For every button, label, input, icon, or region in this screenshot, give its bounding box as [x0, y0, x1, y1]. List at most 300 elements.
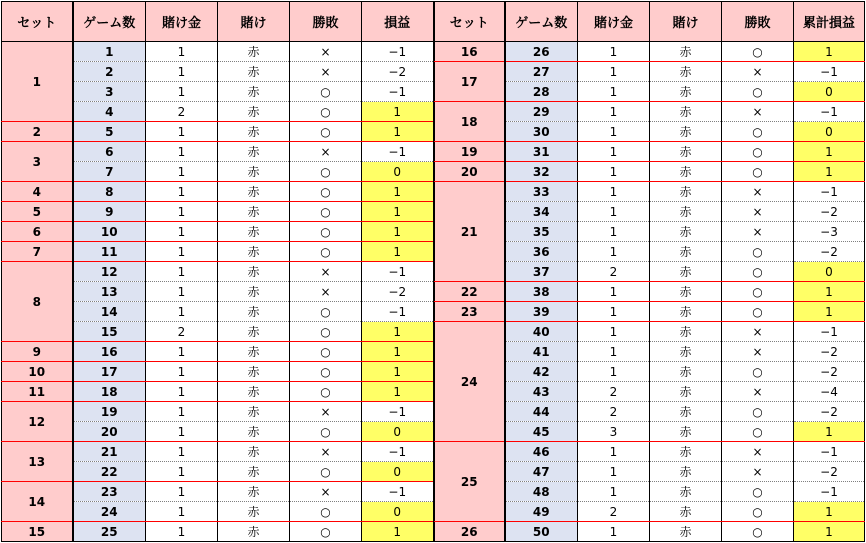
- table-row: [2, 42, 434, 62]
- profit-cell: 1: [794, 162, 865, 182]
- result-cell: ○: [290, 222, 362, 242]
- bet-choice-cell: 赤: [218, 382, 290, 402]
- profit-cell: 1: [794, 42, 865, 62]
- bet-amount-cell: 1: [578, 322, 650, 342]
- table-row: [2, 402, 434, 422]
- bet-amount-cell: 1: [146, 502, 218, 522]
- bet-choice-cell: 赤: [650, 122, 722, 142]
- result-cell: ×: [290, 142, 362, 162]
- bet-choice-cell: 赤: [218, 342, 290, 362]
- game-number-cell: 48: [505, 482, 578, 502]
- bet-choice-cell: 赤: [650, 502, 722, 522]
- bet-choice-cell: 赤: [218, 322, 290, 342]
- game-number-cell: 7: [73, 162, 146, 182]
- game-number-cell: 13: [73, 282, 146, 302]
- result-cell: ○: [722, 42, 794, 62]
- table-row: [435, 282, 865, 302]
- game-number-cell: 4: [73, 102, 146, 122]
- bet-choice-cell: 赤: [650, 522, 722, 542]
- bet-choice-cell: 赤: [650, 62, 722, 82]
- result-cell: ○: [722, 162, 794, 182]
- game-number-cell: 10: [73, 222, 146, 242]
- bet-choice-cell: 赤: [650, 422, 722, 442]
- bet-amount-cell: 1: [578, 142, 650, 162]
- set-number-cell: 18: [435, 102, 505, 142]
- bet-choice-cell: 赤: [218, 62, 290, 82]
- game-number-cell: 3: [73, 82, 146, 102]
- game-number-cell: 16: [73, 342, 146, 362]
- result-cell: ×: [722, 442, 794, 462]
- bet-choice-cell: 赤: [218, 522, 290, 542]
- bet-choice-cell: 赤: [218, 182, 290, 202]
- result-cell: ○: [722, 262, 794, 282]
- profit-cell: −2: [794, 242, 865, 262]
- bet-amount-cell: 2: [578, 502, 650, 522]
- result-cell: ○: [290, 122, 362, 142]
- bet-choice-cell: 赤: [218, 42, 290, 62]
- set-number-cell: 20: [435, 162, 505, 182]
- result-cell: ○: [722, 302, 794, 322]
- header-game: ゲーム数: [73, 2, 146, 42]
- table-row: [2, 122, 434, 142]
- set-number-cell: 7: [2, 242, 73, 262]
- profit-cell: 1: [794, 282, 865, 302]
- result-cell: ○: [290, 382, 362, 402]
- set-number-cell: 13: [2, 442, 73, 482]
- set-number-cell: 26: [435, 522, 505, 542]
- bet-choice-cell: 赤: [218, 242, 290, 262]
- game-number-cell: 31: [505, 142, 578, 162]
- bet-choice-cell: 赤: [650, 82, 722, 102]
- profit-cell: 1: [362, 242, 434, 262]
- profit-cell: 1: [794, 302, 865, 322]
- profit-cell: 1: [794, 502, 865, 522]
- result-cell: ○: [722, 282, 794, 302]
- profit-cell: 1: [362, 122, 434, 142]
- result-cell: ×: [290, 402, 362, 422]
- profit-cell: 1: [362, 102, 434, 122]
- game-number-cell: 27: [505, 62, 578, 82]
- profit-cell: 1: [362, 362, 434, 382]
- result-cell: ○: [290, 182, 362, 202]
- game-number-cell: 39: [505, 302, 578, 322]
- game-number-cell: 46: [505, 442, 578, 462]
- profit-cell: −2: [794, 202, 865, 222]
- bet-choice-cell: 赤: [650, 282, 722, 302]
- result-cell: ×: [722, 222, 794, 242]
- bet-amount-cell: 1: [578, 162, 650, 182]
- header-choice: 賭け: [218, 2, 290, 42]
- game-number-cell: 37: [505, 262, 578, 282]
- bet-amount-cell: 2: [578, 262, 650, 282]
- result-cell: ×: [722, 462, 794, 482]
- bet-amount-cell: 1: [578, 442, 650, 462]
- profit-cell: −1: [362, 82, 434, 102]
- game-number-cell: 49: [505, 502, 578, 522]
- result-cell: ×: [290, 442, 362, 462]
- bet-amount-cell: 1: [146, 482, 218, 502]
- profit-cell: 0: [794, 262, 865, 282]
- profit-cell: −2: [794, 362, 865, 382]
- set-number-cell: 3: [2, 142, 73, 182]
- profit-cell: 0: [362, 162, 434, 182]
- profit-cell: −1: [794, 442, 865, 462]
- header-set: セット: [435, 2, 505, 42]
- set-number-cell: 15: [2, 522, 73, 542]
- bet-amount-cell: 1: [578, 182, 650, 202]
- result-cell: ○: [290, 462, 362, 482]
- bet-amount-cell: 2: [146, 322, 218, 342]
- bet-choice-cell: 赤: [650, 202, 722, 222]
- set-number-cell: 11: [2, 382, 73, 402]
- bet-amount-cell: 1: [578, 242, 650, 262]
- result-cell: ○: [722, 122, 794, 142]
- game-number-cell: 9: [73, 202, 146, 222]
- bet-amount-cell: 1: [146, 522, 218, 542]
- profit-cell: 0: [362, 422, 434, 442]
- table-row: [2, 182, 434, 202]
- game-number-cell: 28: [505, 82, 578, 102]
- bet-choice-cell: 赤: [218, 262, 290, 282]
- bet-choice-cell: 赤: [218, 482, 290, 502]
- bet-amount-cell: 1: [146, 442, 218, 462]
- bet-choice-cell: 赤: [218, 442, 290, 462]
- result-cell: ×: [290, 42, 362, 62]
- game-number-cell: 50: [505, 522, 578, 542]
- bet-amount-cell: 1: [578, 202, 650, 222]
- result-cell: ○: [290, 302, 362, 322]
- profit-cell: −1: [362, 302, 434, 322]
- result-cell: ×: [290, 62, 362, 82]
- result-cell: ○: [722, 482, 794, 502]
- table-row: [435, 302, 865, 322]
- table-row: [435, 322, 865, 342]
- game-number-cell: 35: [505, 222, 578, 242]
- right-header-row: [435, 2, 865, 42]
- bet-choice-cell: 赤: [218, 362, 290, 382]
- profit-cell: 0: [362, 462, 434, 482]
- result-cell: ×: [722, 102, 794, 122]
- profit-cell: 0: [794, 82, 865, 102]
- result-cell: ○: [290, 82, 362, 102]
- bet-choice-cell: 赤: [650, 102, 722, 122]
- result-cell: ×: [290, 282, 362, 302]
- bet-choice-cell: 赤: [650, 42, 722, 62]
- profit-cell: −1: [362, 402, 434, 422]
- bet-choice-cell: 赤: [650, 182, 722, 202]
- result-cell: ○: [722, 362, 794, 382]
- bet-amount-cell: 1: [578, 62, 650, 82]
- game-number-cell: 18: [73, 382, 146, 402]
- bet-amount-cell: 1: [578, 42, 650, 62]
- bet-choice-cell: 赤: [650, 162, 722, 182]
- game-number-cell: 34: [505, 202, 578, 222]
- table-row: [2, 362, 434, 382]
- bet-choice-cell: 赤: [218, 102, 290, 122]
- bet-choice-cell: 赤: [218, 222, 290, 242]
- bet-choice-cell: 赤: [218, 402, 290, 422]
- bet-amount-cell: 1: [146, 242, 218, 262]
- bet-amount-cell: 1: [146, 182, 218, 202]
- game-number-cell: 38: [505, 282, 578, 302]
- game-number-cell: 14: [73, 302, 146, 322]
- profit-cell: −2: [362, 62, 434, 82]
- bet-amount-cell: 1: [146, 462, 218, 482]
- bet-amount-cell: 2: [578, 402, 650, 422]
- header-result: 勝敗: [290, 2, 362, 42]
- game-number-cell: 17: [73, 362, 146, 382]
- profit-cell: −2: [362, 282, 434, 302]
- bet-amount-cell: 1: [146, 342, 218, 362]
- bet-amount-cell: 2: [578, 382, 650, 402]
- bet-choice-cell: 赤: [218, 282, 290, 302]
- result-cell: ○: [290, 322, 362, 342]
- bet-amount-cell: 1: [578, 522, 650, 542]
- bet-choice-cell: 赤: [650, 382, 722, 402]
- bet-choice-cell: 赤: [650, 442, 722, 462]
- game-number-cell: 42: [505, 362, 578, 382]
- game-number-cell: 19: [73, 402, 146, 422]
- set-number-cell: 17: [435, 62, 505, 102]
- profit-cell: −1: [362, 262, 434, 282]
- result-cell: ×: [722, 342, 794, 362]
- table-row: [2, 242, 434, 262]
- set-number-cell: 23: [435, 302, 505, 322]
- table-row: [435, 442, 865, 462]
- right-results-table: [434, 1, 865, 542]
- profit-cell: 1: [362, 522, 434, 542]
- bet-amount-cell: 1: [146, 362, 218, 382]
- result-cell: ○: [290, 242, 362, 262]
- set-number-cell: 4: [2, 182, 73, 202]
- bet-choice-cell: 赤: [650, 142, 722, 162]
- profit-cell: 1: [362, 222, 434, 242]
- result-cell: ○: [722, 402, 794, 422]
- bet-choice-cell: 赤: [650, 342, 722, 362]
- bet-amount-cell: 1: [578, 462, 650, 482]
- table-row: [2, 342, 434, 362]
- result-cell: ○: [290, 422, 362, 442]
- bet-choice-cell: 赤: [650, 262, 722, 282]
- set-number-cell: 6: [2, 222, 73, 242]
- game-number-cell: 45: [505, 422, 578, 442]
- header-result: 勝敗: [722, 2, 794, 42]
- table-row: [435, 42, 865, 62]
- bet-amount-cell: 1: [578, 282, 650, 302]
- bet-amount-cell: 3: [578, 422, 650, 442]
- table-row: [435, 182, 865, 202]
- bet-amount-cell: 1: [146, 162, 218, 182]
- game-number-cell: 41: [505, 342, 578, 362]
- profit-cell: −1: [794, 102, 865, 122]
- bet-amount-cell: 1: [146, 82, 218, 102]
- bet-amount-cell: 1: [146, 282, 218, 302]
- table-row: [2, 382, 434, 402]
- result-cell: ○: [722, 242, 794, 262]
- bet-amount-cell: 1: [578, 362, 650, 382]
- profit-cell: −1: [794, 322, 865, 342]
- game-number-cell: 2: [73, 62, 146, 82]
- bet-choice-cell: 赤: [650, 322, 722, 342]
- profit-cell: −1: [794, 182, 865, 202]
- profit-cell: −1: [362, 42, 434, 62]
- game-number-cell: 25: [73, 522, 146, 542]
- right-table-body: [435, 42, 865, 542]
- profit-cell: 1: [362, 322, 434, 342]
- header-set: セット: [2, 2, 73, 42]
- set-number-cell: 2: [2, 122, 73, 142]
- result-cell: ○: [290, 342, 362, 362]
- profit-cell: 1: [362, 382, 434, 402]
- header-bet: 賭け金: [578, 2, 650, 42]
- game-number-cell: 11: [73, 242, 146, 262]
- result-cell: ×: [722, 322, 794, 342]
- profit-cell: −1: [362, 442, 434, 462]
- result-cell: ○: [290, 202, 362, 222]
- game-number-cell: 26: [505, 42, 578, 62]
- profit-cell: −1: [794, 62, 865, 82]
- profit-cell: 0: [794, 122, 865, 142]
- result-cell: ×: [722, 182, 794, 202]
- bet-amount-cell: 1: [146, 402, 218, 422]
- bet-amount-cell: 1: [146, 142, 218, 162]
- profit-cell: 1: [362, 182, 434, 202]
- table-row: [435, 162, 865, 182]
- game-number-cell: 6: [73, 142, 146, 162]
- set-number-cell: 12: [2, 402, 73, 442]
- bet-amount-cell: 1: [146, 422, 218, 442]
- set-number-cell: 8: [2, 262, 73, 342]
- bet-amount-cell: 1: [578, 302, 650, 322]
- game-number-cell: 30: [505, 122, 578, 142]
- bet-amount-cell: 1: [578, 102, 650, 122]
- profit-cell: 1: [794, 422, 865, 442]
- game-number-cell: 33: [505, 182, 578, 202]
- bet-choice-cell: 赤: [218, 142, 290, 162]
- set-number-cell: 14: [2, 482, 73, 522]
- bet-amount-cell: 1: [578, 122, 650, 142]
- bet-amount-cell: 1: [146, 122, 218, 142]
- result-cell: ○: [290, 522, 362, 542]
- table-row: [435, 522, 865, 542]
- header-choice: 賭け: [650, 2, 722, 42]
- table-row: [2, 142, 434, 162]
- game-number-cell: 36: [505, 242, 578, 262]
- bet-choice-cell: 赤: [218, 162, 290, 182]
- game-number-cell: 23: [73, 482, 146, 502]
- result-cell: ○: [290, 162, 362, 182]
- table-row: [435, 142, 865, 162]
- profit-cell: −3: [794, 222, 865, 242]
- profit-cell: 1: [362, 202, 434, 222]
- game-number-cell: 47: [505, 462, 578, 482]
- bet-choice-cell: 赤: [218, 122, 290, 142]
- result-cell: ○: [722, 522, 794, 542]
- set-number-cell: 19: [435, 142, 505, 162]
- bet-choice-cell: 赤: [650, 242, 722, 262]
- header-game: ゲーム数: [505, 2, 578, 42]
- game-number-cell: 20: [73, 422, 146, 442]
- set-number-cell: 9: [2, 342, 73, 362]
- bet-amount-cell: 1: [578, 342, 650, 362]
- result-cell: ○: [722, 142, 794, 162]
- left-table-body: [2, 42, 434, 542]
- game-number-cell: 40: [505, 322, 578, 342]
- game-number-cell: 32: [505, 162, 578, 182]
- set-number-cell: 24: [435, 322, 505, 442]
- left-header-row: [2, 2, 434, 42]
- result-cell: ×: [290, 482, 362, 502]
- profit-cell: 0: [362, 502, 434, 522]
- profit-cell: −1: [794, 482, 865, 502]
- bet-choice-cell: 赤: [650, 362, 722, 382]
- set-number-cell: 16: [435, 42, 505, 62]
- bet-choice-cell: 赤: [218, 82, 290, 102]
- profit-cell: −4: [794, 382, 865, 402]
- profit-cell: −2: [794, 342, 865, 362]
- set-number-cell: 25: [435, 442, 505, 522]
- game-number-cell: 44: [505, 402, 578, 422]
- header-profit: 損益: [362, 2, 434, 42]
- table-row: [435, 62, 865, 82]
- bet-choice-cell: 赤: [218, 202, 290, 222]
- result-cell: ○: [290, 362, 362, 382]
- game-number-cell: 22: [73, 462, 146, 482]
- bet-choice-cell: 赤: [218, 502, 290, 522]
- header-cumulative-profit: 累計損益: [794, 2, 865, 42]
- table-row: [2, 482, 434, 502]
- game-number-cell: 8: [73, 182, 146, 202]
- profit-cell: −1: [362, 482, 434, 502]
- result-cell: ×: [722, 382, 794, 402]
- bet-choice-cell: 赤: [650, 462, 722, 482]
- bet-choice-cell: 赤: [650, 482, 722, 502]
- bet-amount-cell: 1: [146, 262, 218, 282]
- bet-amount-cell: 1: [578, 482, 650, 502]
- table-row: [435, 102, 865, 122]
- header-bet: 賭け金: [146, 2, 218, 42]
- table-row: [2, 202, 434, 222]
- bet-amount-cell: 1: [146, 42, 218, 62]
- set-number-cell: 5: [2, 202, 73, 222]
- set-number-cell: 1: [2, 42, 73, 122]
- left-results-table: [1, 1, 435, 542]
- bet-amount-cell: 2: [146, 102, 218, 122]
- set-number-cell: 10: [2, 362, 73, 382]
- profit-cell: −2: [794, 402, 865, 422]
- game-number-cell: 24: [73, 502, 146, 522]
- bet-amount-cell: 1: [146, 382, 218, 402]
- game-number-cell: 29: [505, 102, 578, 122]
- result-cell: ○: [290, 102, 362, 122]
- table-row: [2, 522, 434, 542]
- bet-amount-cell: 1: [146, 302, 218, 322]
- game-number-cell: 1: [73, 42, 146, 62]
- set-number-cell: 22: [435, 282, 505, 302]
- set-number-cell: 21: [435, 182, 505, 282]
- bet-amount-cell: 1: [146, 202, 218, 222]
- profit-cell: 1: [794, 142, 865, 162]
- game-number-cell: 15: [73, 322, 146, 342]
- bet-choice-cell: 赤: [650, 222, 722, 242]
- result-cell: ○: [290, 502, 362, 522]
- profit-cell: −1: [362, 142, 434, 162]
- bet-choice-cell: 赤: [218, 422, 290, 442]
- bet-choice-cell: 赤: [650, 402, 722, 422]
- result-cell: ○: [722, 502, 794, 522]
- game-number-cell: 5: [73, 122, 146, 142]
- game-number-cell: 12: [73, 262, 146, 282]
